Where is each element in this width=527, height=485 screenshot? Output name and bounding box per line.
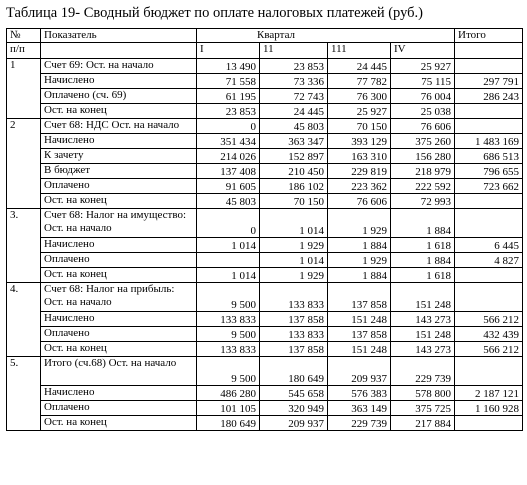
table-row — [7, 283, 523, 312]
header-total-blank — [455, 43, 523, 59]
row-label: Оплачено — [41, 179, 197, 194]
table-row — [7, 268, 523, 283]
table-caption: Таблица 19- Сводный бюджет по оплате налоговых платежей (руб.) — [6, 5, 424, 21]
quarter-cell: 375 260 — [391, 134, 455, 149]
header-no-2: п/п — [7, 43, 41, 59]
quarter-cell: 223 362 — [328, 179, 391, 194]
quarter-cell: 1 929 — [260, 268, 328, 283]
table-row — [7, 327, 523, 342]
table-row — [7, 59, 523, 74]
quarter-cell: 229 739 — [328, 416, 391, 431]
header-row-2 — [7, 43, 523, 59]
quarter-cell: 180 649 — [197, 416, 260, 431]
quarter-cell: 25 927 — [391, 59, 455, 74]
header-total: Итого — [455, 29, 523, 43]
header-q1: I — [197, 43, 260, 59]
total-cell — [455, 283, 523, 312]
row-label: В бюджет — [41, 164, 197, 179]
quarter-cell: 45 803 — [197, 194, 260, 209]
quarter-cell: 1 884 — [391, 209, 455, 238]
header-q4: IV — [391, 43, 455, 59]
total-cell — [455, 268, 523, 283]
total-cell — [455, 357, 523, 386]
quarter-cell: 75 115 — [391, 74, 455, 89]
total-cell: 286 243 — [455, 89, 523, 104]
row-label: Начислено — [41, 386, 197, 401]
total-cell — [455, 209, 523, 238]
table-row — [7, 179, 523, 194]
quarter-cell: 151 248 — [391, 327, 455, 342]
quarter-cell: 72 993 — [391, 194, 455, 209]
total-cell: 566 212 — [455, 312, 523, 327]
quarter-cell: 23 853 — [260, 59, 328, 74]
quarter-cell: 1 014 — [197, 268, 260, 283]
quarter-cell: 76 606 — [391, 119, 455, 134]
row-label: Ост. на конец — [41, 342, 197, 357]
row-label: Оплачено — [41, 401, 197, 416]
header-indicator: Показатель — [41, 29, 197, 43]
quarter-cell: 576 383 — [328, 386, 391, 401]
table-body — [7, 29, 523, 431]
table-row — [7, 401, 523, 416]
table-row — [7, 312, 523, 327]
header-indicator-blank — [41, 43, 197, 59]
quarter-cell: 363 149 — [328, 401, 391, 416]
quarter-cell: 77 782 — [328, 74, 391, 89]
total-cell: 6 445 — [455, 238, 523, 253]
quarter-cell: 180 649 — [260, 357, 328, 386]
quarter-cell: 186 102 — [260, 179, 328, 194]
quarter-cell: 23 853 — [197, 104, 260, 119]
quarter-cell: 545 658 — [260, 386, 328, 401]
total-cell — [455, 104, 523, 119]
total-cell: 1 160 928 — [455, 401, 523, 416]
quarter-cell: 1 618 — [391, 238, 455, 253]
quarter-cell: 209 937 — [260, 416, 328, 431]
row-label: Ост. на конец — [41, 416, 197, 431]
quarter-cell: 45 803 — [260, 119, 328, 134]
tax-budget-table — [6, 28, 523, 431]
table-row — [7, 342, 523, 357]
row-label: Начислено — [41, 74, 197, 89]
row-label: Счет 68: Налог на прибыль: Ост. на начало — [41, 283, 197, 312]
row-label: Итого (сч.68) Ост. на начало — [41, 357, 197, 386]
quarter-cell: 137 858 — [260, 312, 328, 327]
row-label: Ост. на конец — [41, 194, 197, 209]
quarter-cell: 363 347 — [260, 134, 328, 149]
total-cell — [455, 119, 523, 134]
quarter-cell: 156 280 — [391, 149, 455, 164]
table-row — [7, 209, 523, 238]
quarter-cell: 70 150 — [260, 194, 328, 209]
quarter-cell: 133 833 — [260, 327, 328, 342]
table-row — [7, 134, 523, 149]
quarter-cell: 351 434 — [197, 134, 260, 149]
quarter-cell: 393 129 — [328, 134, 391, 149]
row-label: Счет 68: НДС Ост. на начало — [41, 119, 197, 134]
table-row — [7, 357, 523, 386]
row-label: Ост. на конец — [41, 268, 197, 283]
group-number: 1 — [7, 59, 41, 119]
header-q3: 111 — [328, 43, 391, 59]
table-row — [7, 149, 523, 164]
quarter-cell: 375 725 — [391, 401, 455, 416]
quarter-cell: 70 150 — [328, 119, 391, 134]
quarter-cell: 1 929 — [328, 209, 391, 238]
header-quarter: Квартал — [197, 29, 455, 43]
header-q2: 11 — [260, 43, 328, 59]
quarter-cell: 137 408 — [197, 164, 260, 179]
quarter-cell: 24 445 — [328, 59, 391, 74]
quarter-cell: 578 800 — [391, 386, 455, 401]
table-row — [7, 74, 523, 89]
quarter-cell: 91 605 — [197, 179, 260, 194]
table-row — [7, 416, 523, 431]
total-cell — [455, 194, 523, 209]
quarter-cell: 71 558 — [197, 74, 260, 89]
quarter-cell: 76 004 — [391, 89, 455, 104]
quarter-cell: 229 819 — [328, 164, 391, 179]
quarter-cell: 0 — [197, 209, 260, 238]
table-row — [7, 164, 523, 179]
quarter-cell: 1 929 — [260, 238, 328, 253]
quarter-cell: 209 937 — [328, 357, 391, 386]
quarter-cell: 210 450 — [260, 164, 328, 179]
quarter-cell: 72 743 — [260, 89, 328, 104]
header-row-1 — [7, 29, 523, 43]
quarter-cell: 25 927 — [328, 104, 391, 119]
quarter-cell: 151 248 — [328, 342, 391, 357]
row-label: Оплачено — [41, 327, 197, 342]
total-cell: 432 439 — [455, 327, 523, 342]
quarter-cell: 9 500 — [197, 327, 260, 342]
group-number: 5. — [7, 357, 41, 431]
total-cell: 1 483 169 — [455, 134, 523, 149]
row-label: Оплачено — [41, 253, 197, 268]
group-number: 4. — [7, 283, 41, 357]
row-label: Оплачено (сч. 69) — [41, 89, 197, 104]
quarter-cell: 214 026 — [197, 149, 260, 164]
quarter-cell: 486 280 — [197, 386, 260, 401]
quarter-cell: 218 979 — [391, 164, 455, 179]
row-label: Начислено — [41, 134, 197, 149]
table-row — [7, 194, 523, 209]
row-label: Начислено — [41, 312, 197, 327]
quarter-cell: 9 500 — [197, 283, 260, 312]
quarter-cell: 133 833 — [197, 312, 260, 327]
table-row — [7, 89, 523, 104]
row-label: К зачету — [41, 149, 197, 164]
quarter-cell: 9 500 — [197, 357, 260, 386]
quarter-cell: 133 833 — [197, 342, 260, 357]
quarter-cell: 0 — [197, 119, 260, 134]
quarter-cell: 320 949 — [260, 401, 328, 416]
quarter-cell: 1 884 — [328, 268, 391, 283]
quarter-cell: 133 833 — [260, 283, 328, 312]
group-number: 3. — [7, 209, 41, 283]
quarter-cell: 1 884 — [328, 238, 391, 253]
table-row — [7, 253, 523, 268]
quarter-cell: 137 858 — [328, 327, 391, 342]
header-no: № — [7, 29, 41, 43]
quarter-cell: 76 300 — [328, 89, 391, 104]
total-cell: 297 791 — [455, 74, 523, 89]
row-label: Счет 69: Ост. на начало — [41, 59, 197, 74]
quarter-cell — [197, 253, 260, 268]
quarter-cell: 61 195 — [197, 89, 260, 104]
quarter-cell: 73 336 — [260, 74, 328, 89]
total-cell: 723 662 — [455, 179, 523, 194]
quarter-cell: 152 897 — [260, 149, 328, 164]
table-row — [7, 104, 523, 119]
quarter-cell: 1 014 — [197, 238, 260, 253]
quarter-cell: 1 618 — [391, 268, 455, 283]
total-cell: 4 827 — [455, 253, 523, 268]
quarter-cell: 143 273 — [391, 312, 455, 327]
quarter-cell: 137 858 — [260, 342, 328, 357]
quarter-cell: 1 929 — [328, 253, 391, 268]
quarter-cell: 163 310 — [328, 149, 391, 164]
quarter-cell: 1 014 — [260, 253, 328, 268]
quarter-cell: 13 490 — [197, 59, 260, 74]
quarter-cell: 222 592 — [391, 179, 455, 194]
total-cell: 796 655 — [455, 164, 523, 179]
quarter-cell: 1 014 — [260, 209, 328, 238]
row-label: Начислено — [41, 238, 197, 253]
table-row — [7, 119, 523, 134]
quarter-cell: 229 739 — [391, 357, 455, 386]
table-row — [7, 386, 523, 401]
quarter-cell: 217 884 — [391, 416, 455, 431]
quarter-cell: 137 858 — [328, 283, 391, 312]
quarter-cell: 24 445 — [260, 104, 328, 119]
total-cell: 2 187 121 — [455, 386, 523, 401]
total-cell — [455, 416, 523, 431]
row-label: Ост. на конец — [41, 104, 197, 119]
total-cell: 686 513 — [455, 149, 523, 164]
total-cell: 566 212 — [455, 342, 523, 357]
quarter-cell: 25 038 — [391, 104, 455, 119]
row-label: Счет 68: Налог на имущество: Ост. на начало — [41, 209, 197, 238]
quarter-cell: 1 884 — [391, 253, 455, 268]
quarter-cell: 101 105 — [197, 401, 260, 416]
group-number: 2 — [7, 119, 41, 209]
quarter-cell: 76 606 — [328, 194, 391, 209]
table-row — [7, 238, 523, 253]
total-cell — [455, 59, 523, 74]
quarter-cell: 143 273 — [391, 342, 455, 357]
quarter-cell: 151 248 — [328, 312, 391, 327]
quarter-cell: 151 248 — [391, 283, 455, 312]
